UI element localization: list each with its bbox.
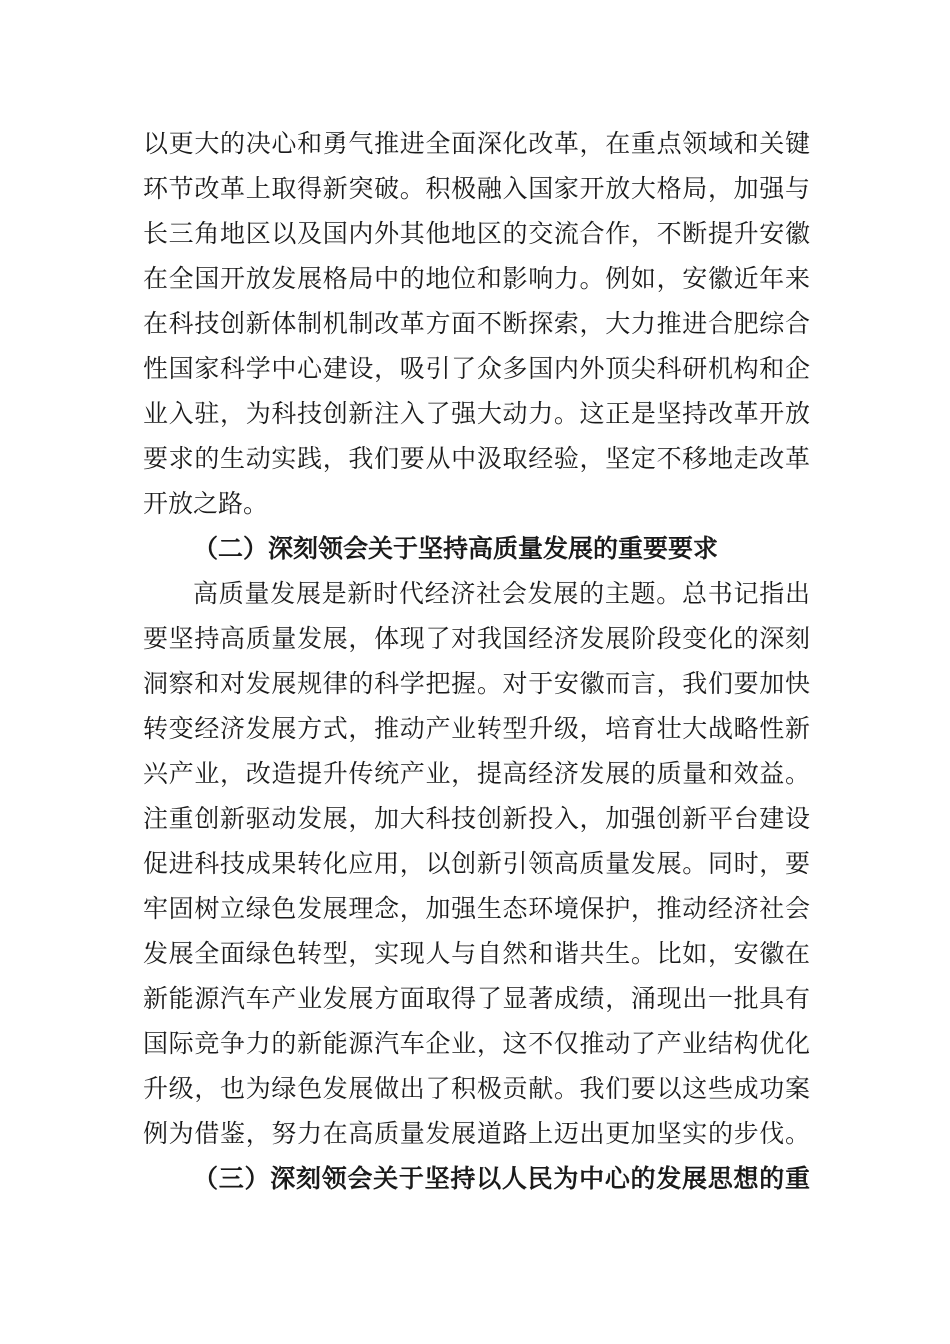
body-line: 要坚持高质量发展，体现了对我国经济发展阶段变化的深刻 xyxy=(143,626,810,653)
body-line: 在全国开放发展格局中的地位和影响力。例如，安徽近年来 xyxy=(143,266,810,293)
section-heading-3: （三）深刻领会关于坚持以人民为中心的发展思想的重 xyxy=(193,1166,810,1193)
body-line: 长三角地区以及国内外其他地区的交流合作，不断提升安徽 xyxy=(143,221,810,248)
body-line: 业入驻，为科技创新注入了强大动力。这正是坚持改革开放 xyxy=(143,401,810,428)
body-line: 高质量发展是新时代经济社会发展的主题。总书记指出 xyxy=(193,581,810,608)
body-line: 国际竞争力的新能源汽车企业，这不仅推动了产业结构优化 xyxy=(143,1031,810,1058)
body-line: 开放之路。 xyxy=(143,491,269,518)
body-line: 以更大的决心和勇气推进全面深化改革，在重点领域和关键 xyxy=(143,131,810,158)
body-line: 发展全面绿色转型，实现人与自然和谐共生。比如，安徽在 xyxy=(143,941,810,968)
body-line: 转变经济发展方式，推动产业转型升级，培育壮大战略性新 xyxy=(143,716,810,743)
body-line: 洞察和对发展规律的科学把握。对于安徽而言，我们要加快 xyxy=(143,671,810,698)
body-line: 例为借鉴，努力在高质量发展道路上迈出更加坚实的步伐。 xyxy=(143,1121,810,1148)
body-line: 升级，也为绿色发展做出了积极贡献。我们要以这些成功案 xyxy=(143,1076,810,1103)
body-line: 环节改革上取得新突破。积极融入国家开放大格局，加强与 xyxy=(143,176,810,203)
document-text-block xyxy=(143,122,810,1202)
body-line: 性国家科学中心建设，吸引了众多国内外顶尖科研机构和企 xyxy=(143,356,810,383)
body-line: 注重创新驱动发展，加大科技创新投入，加强创新平台建设 xyxy=(143,806,810,833)
section-heading-2: （二）深刻领会关于坚持高质量发展的重要要求 xyxy=(193,536,719,563)
body-line: 在科技创新体制机制改革方面不断探索，大力推进合肥综合 xyxy=(143,311,810,338)
body-line: 牢固树立绿色发展理念，加强生态环境保护，推动经济社会 xyxy=(143,896,810,923)
body-line: 要求的生动实践，我们要从中汲取经验，坚定不移地走改革 xyxy=(143,446,810,473)
body-line: 促进科技成果转化应用，以创新引领高质量发展。同时，要 xyxy=(143,851,810,878)
body-line: 新能源汽车产业发展方面取得了显著成绩，涌现出一批具有 xyxy=(143,986,810,1013)
body-line: 兴产业，改造提升传统产业，提高经济发展的质量和效益。 xyxy=(143,761,810,788)
